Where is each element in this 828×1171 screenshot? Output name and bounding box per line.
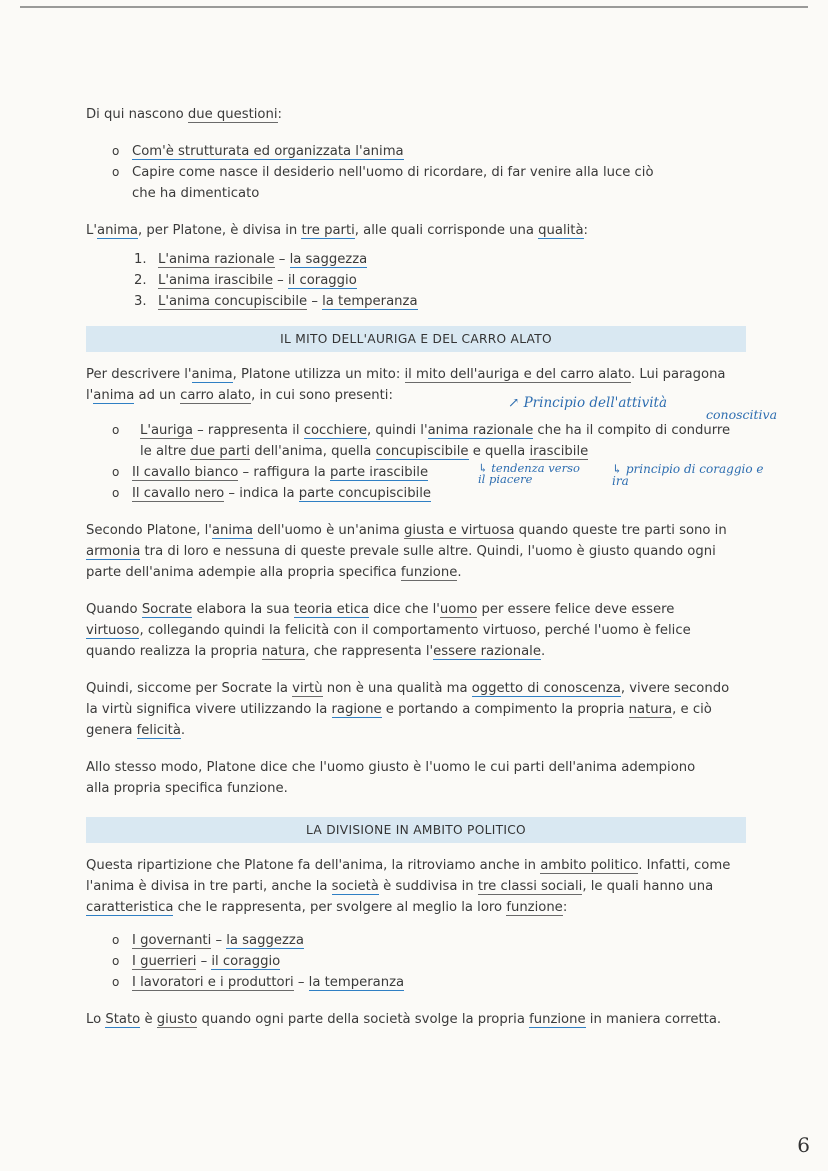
myth-text: ad un [134, 388, 181, 403]
auriga-text: – rappresenta il [192, 423, 304, 438]
soul-part-name: L'anima irascibile [158, 273, 273, 288]
quindi-highlight: virtù [292, 681, 323, 696]
section-banner-politics: LA DIVISIONE IN AMBITO POLITICO [86, 817, 746, 843]
quindi-highlight: ragione [331, 702, 382, 717]
white-horse-text: – raffigura la [238, 465, 330, 480]
list-item [86, 162, 706, 204]
socrate-highlight: uomo [439, 602, 478, 617]
questa-highlight: società [331, 879, 379, 894]
list-item [86, 141, 706, 162]
soul-part-quality: la temperanza [322, 294, 418, 309]
intro-highlight: due questioni [187, 107, 278, 122]
soul-highlight: tre parti [301, 223, 355, 238]
list-item [86, 420, 736, 462]
separator: – [272, 273, 288, 288]
class-quality: la temperanza [308, 975, 405, 990]
class-name: I governanti [132, 933, 212, 948]
list-number: 2. [134, 273, 147, 288]
quindi-highlight: oggetto di conoscenza [471, 681, 621, 696]
soul-text: , per Platone, è divisa in [138, 223, 302, 238]
questa-highlight: ambito politico [540, 858, 639, 873]
myth-text: , Platone utilizza un mito: [232, 367, 405, 382]
questa-text: che le rappresenta, per svolgere al meglio la loro [173, 900, 507, 915]
quindi-text: . [180, 723, 186, 738]
socrate-text: , che rappresenta l' [305, 644, 434, 659]
myth-text: , in cui sono presenti: [251, 388, 393, 403]
socrate-highlight: teoria etica [293, 602, 369, 617]
class-name: I guerrieri [132, 954, 197, 969]
auriga-text: , quindi l' [366, 423, 428, 438]
black-horse-label: Il cavallo nero [132, 486, 225, 501]
soul-highlight: anima [96, 223, 139, 238]
list-item [86, 972, 746, 993]
myth-highlight: anima [93, 388, 135, 403]
auriga-text: dell'anima, quella [250, 444, 376, 459]
auriga-text: che ha il compito di condurre le altre [140, 423, 731, 459]
list-item [86, 951, 746, 972]
intro-paragraph [86, 104, 746, 125]
question-1: Com'è strutturata ed organizzata l'anima [132, 144, 404, 159]
black-horse-text: – indica la [224, 486, 299, 501]
questa-text: . Infatti, come l'anima è divisa in tre parti, anche la [86, 858, 731, 894]
secondo-highlight: anima [211, 523, 253, 538]
socrate-highlight: virtuoso [86, 623, 140, 638]
myth-highlight: il mito dell'auriga e del carro alato [404, 367, 631, 382]
handnote-coraggio: ↳ principio di coraggio e ira [612, 462, 764, 488]
separator: – [307, 294, 323, 309]
class-quality: la saggezza [226, 933, 304, 948]
document-page [86, 104, 746, 1030]
soul-highlight: qualità [538, 223, 584, 238]
allo-paragraph: Allo stesso modo, Platone dice che l'uomo giusto è l'uomo le cui parti dell'anima adempiono alla propria specifica funzione. [86, 760, 696, 796]
socrate-highlight: essere razionale [433, 644, 541, 659]
stato-text: Lo [86, 1012, 106, 1027]
quindi-text: , vivere secondo la virtù significa vivere utilizzando la [86, 681, 730, 717]
auriga-text: e quella [468, 444, 530, 459]
separator: – [196, 954, 212, 969]
handnote-principio: ↗ Principio dell'attività [508, 395, 668, 411]
list-number: 1. [134, 252, 147, 267]
quindi-paragraph [86, 678, 736, 741]
questa-text: è suddivisa in [378, 879, 478, 894]
white-horse-label: Il cavallo bianco [132, 465, 239, 480]
quindi-text: , e ciò genera [86, 702, 712, 738]
quindi-text: e portando a compimento la propria [381, 702, 629, 717]
questions-list [86, 141, 706, 204]
white-horse-highlight: parte irascibile [329, 465, 429, 480]
question-2: Capire come nasce il desiderio nell'uomo di ricordare, di far venire alla luce ciò che ha dimenticato [132, 165, 654, 201]
secondo-highlight: funzione [400, 565, 458, 580]
quindi-text: Quindi, siccome per Socrate la [86, 681, 293, 696]
socrate-highlight: natura [261, 644, 306, 659]
myth-text: Per descrivere l' [86, 367, 192, 382]
quindi-highlight: felicità [136, 723, 181, 738]
list-item [86, 291, 746, 312]
separator: – [293, 975, 309, 990]
socrate-text: dice che l' [368, 602, 440, 617]
intro-colon: : [277, 107, 282, 122]
secondo-text: . [457, 565, 462, 580]
questa-text: , le quali hanno una [582, 879, 714, 894]
socrate-text: , collegando quindi la felicità con il comportamento virtuoso, perché l'uomo è felice quando realizza la propria [86, 623, 691, 659]
secondo-text: tra di loro e nessuna di queste prevale sulle altre. Quindi, l'uomo è giusto quando ogni parte dell'anima adempie alla propria specifica [86, 544, 716, 580]
secondo-text: quando queste tre parti sono in [514, 523, 727, 538]
questa-highlight: tre classi sociali [477, 879, 583, 894]
auriga-highlight: concupiscibile [375, 444, 469, 459]
soul-part-quality: il coraggio [287, 273, 357, 288]
socrate-text: Quando [86, 602, 142, 617]
stato-highlight: giusto [156, 1012, 198, 1027]
soul-paragraph [86, 220, 746, 241]
list-item [86, 249, 746, 270]
handnote-conoscitiva: conoscitiva [706, 407, 778, 422]
questa-text: Questa ripartizione che Platone fa dell'anima, la ritroviamo anche in [86, 858, 541, 873]
socrate-text: elabora la sua [192, 602, 294, 617]
questa-highlight: caratteristica [86, 900, 174, 915]
soul-part-name: L'anima concupiscibile [158, 294, 308, 309]
myth-highlight: carro alato [180, 388, 252, 403]
separator: – [211, 933, 227, 948]
separator: – [274, 252, 290, 267]
secondo-highlight: giusta e virtuosa [403, 523, 515, 538]
secondo-text: dell'uomo è un'anima [252, 523, 404, 538]
handnote-tendenza: ↳ tendenza verso il piacere [478, 461, 580, 486]
soul-text: L' [86, 223, 97, 238]
auriga-highlight: due parti [190, 444, 251, 459]
black-horse-highlight: parte concupiscibile [298, 486, 432, 501]
list-item [86, 930, 746, 951]
myth-highlight: anima [191, 367, 233, 382]
socrate-text: . [540, 644, 546, 659]
questa-highlight: funzione [506, 900, 563, 915]
myth-text: . Lui paragona l' [86, 367, 726, 403]
socrate-paragraph [86, 599, 736, 662]
section-banner-myth: IL MITO DELL'AURIGA E DEL CARRO ALATO [86, 326, 746, 352]
secondo-highlight: armonia [86, 544, 141, 559]
questa-text: : [562, 900, 568, 915]
soul-text: , alle quali corrisponde una [354, 223, 539, 238]
stato-highlight: funzione [529, 1012, 586, 1027]
auriga-highlight: irascibile [529, 444, 589, 459]
list-item [86, 270, 746, 291]
stato-text: è [140, 1012, 157, 1027]
soul-part-quality: la saggezza [289, 252, 368, 267]
secondo-text: Secondo Platone, l' [86, 523, 212, 538]
intro-text: Di qui nascono [86, 107, 188, 122]
top-border-line [20, 6, 808, 8]
soul-text: : [583, 223, 588, 238]
stato-paragraph [86, 1009, 736, 1030]
quindi-highlight: natura [628, 702, 673, 717]
auriga-label: L'auriga [140, 423, 193, 438]
soul-parts-list [86, 249, 746, 312]
classes-list [86, 930, 746, 993]
class-quality: il coraggio [211, 954, 281, 969]
page-number: 6 [797, 1133, 810, 1157]
class-name: I lavoratori e i produttori [132, 975, 294, 990]
secondo-paragraph [86, 520, 736, 583]
socrate-text: per essere felice deve essere [477, 602, 675, 617]
auriga-highlight: cocchiere [303, 423, 367, 438]
stato-highlight: Stato [105, 1012, 141, 1027]
stato-text: quando ogni parte della società svolge la propria [197, 1012, 530, 1027]
stato-text: in maniera corretta. [585, 1012, 722, 1027]
quindi-text: non è una qualità ma [322, 681, 472, 696]
list-number: 3. [134, 294, 147, 309]
auriga-highlight: anima razionale [427, 423, 534, 438]
questa-paragraph [86, 855, 746, 918]
soul-part-name: L'anima razionale [158, 252, 275, 267]
socrate-highlight: Socrate [141, 602, 193, 617]
